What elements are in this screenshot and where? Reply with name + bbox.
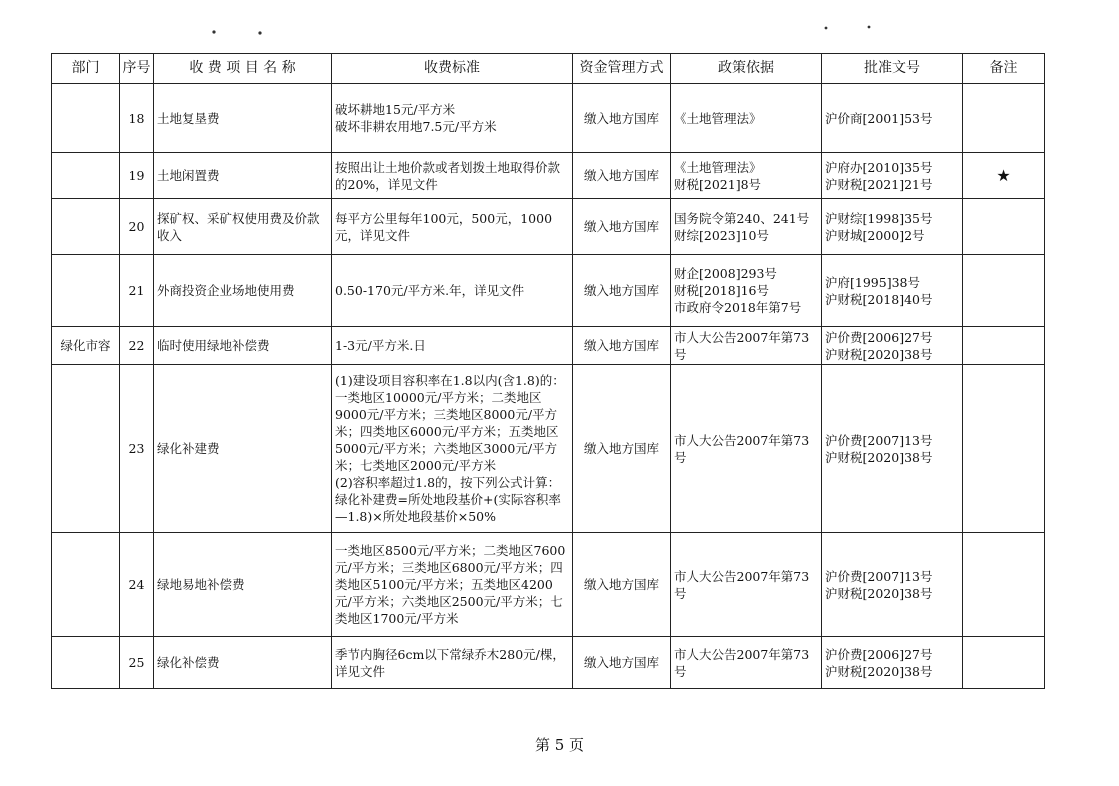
table-row <box>52 637 1045 689</box>
row-approval-document: 沪价费[2007]13号 沪财税[2020]38号 <box>822 365 963 533</box>
row-fee-standard: 1-3元/平方米.日 <box>332 327 573 365</box>
header-remarks: 备注 <box>963 54 1045 84</box>
row-approval-document: 沪府[1995]38号 沪财税[2018]40号 <box>822 255 963 327</box>
row-fee-standard: 每平方公里每年100元，500元，1000元，详见文件 <box>332 199 573 255</box>
row-fee-name: 探矿权、采矿权使用费及价款收入 <box>154 199 332 255</box>
row-number: 25 <box>120 637 154 689</box>
header-department: 部门 <box>52 54 120 84</box>
row-fund-management: 缴入地方国库 <box>573 153 671 199</box>
row-policy-basis: 市人大公告2007年第73号 <box>671 327 822 365</box>
row-policy-basis: 财企[2008]293号 财税[2018]16号 市政府令2018年第7号 <box>671 255 822 327</box>
row-number: 24 <box>120 533 154 637</box>
row-fee-name: 绿化补偿费 <box>154 637 332 689</box>
fee-table <box>51 53 1045 689</box>
row-fee-standard: (1)建设项目容积率在1.8以内(含1.8)的：一类地区10000元/平方米；二类地区9000元/平方米；三类地区8000元/平方米；四类地区6000元/平方米；五类地区5000元/平方米；六类地区3000元/平方米；七类地区2000元/平方米 (2)容积率超过1.8的，按下列公式计算：绿化补建费=所处地段基价+(实际容积率—1.8)×所处地段基价×50% <box>332 365 573 533</box>
table-row <box>52 533 1045 637</box>
table-row <box>52 255 1045 327</box>
header-fee-standard: 收费标准 <box>332 54 573 84</box>
row-department <box>52 637 120 689</box>
row-department: 绿化市容 <box>52 327 120 365</box>
row-department <box>52 365 120 533</box>
row-number: 18 <box>120 84 154 153</box>
row-fee-standard: 季节内胸径6cm以下常绿乔木280元/棵，详见文件 <box>332 637 573 689</box>
scan-specks <box>0 0 1119 60</box>
row-department <box>52 199 120 255</box>
row-number: 19 <box>120 153 154 199</box>
row-policy-basis: 《土地管理法》 <box>671 84 822 153</box>
fee-table-header <box>52 54 1045 84</box>
row-department <box>52 533 120 637</box>
row-fee-name: 临时使用绿地补偿费 <box>154 327 332 365</box>
row-department <box>52 153 120 199</box>
row-remarks: ★ <box>963 153 1045 199</box>
table-row <box>52 84 1045 153</box>
row-number: 21 <box>120 255 154 327</box>
row-fee-name: 绿化补建费 <box>154 365 332 533</box>
row-department <box>52 255 120 327</box>
table-row <box>52 153 1045 199</box>
header-approval-document: 批准文号 <box>822 54 963 84</box>
row-approval-document: 沪价费[2006]27号 沪财税[2020]38号 <box>822 327 963 365</box>
header-policy-basis: 政策依据 <box>671 54 822 84</box>
row-remarks <box>963 327 1045 365</box>
table-row <box>52 199 1045 255</box>
row-fee-name: 土地闲置费 <box>154 153 332 199</box>
table-row <box>52 365 1045 533</box>
row-fee-standard: 按照出让土地价款或者划拨土地取得价款的20%，详见文件 <box>332 153 573 199</box>
header-fund-management: 资金管理方式 <box>573 54 671 84</box>
row-fund-management: 缴入地方国库 <box>573 533 671 637</box>
row-fund-management: 缴入地方国库 <box>573 327 671 365</box>
row-remarks <box>963 84 1045 153</box>
row-number: 23 <box>120 365 154 533</box>
row-remarks <box>963 365 1045 533</box>
row-fund-management: 缴入地方国库 <box>573 365 671 533</box>
header-fee-item-name: 收 费 项 目 名 称 <box>154 54 332 84</box>
row-fee-standard: 破坏耕地15元/平方米 破坏非耕农用地7.5元/平方米 <box>332 84 573 153</box>
row-policy-basis: 市人大公告2007年第73号 <box>671 637 822 689</box>
row-approval-document: 沪价费[2007]13号 沪财税[2020]38号 <box>822 533 963 637</box>
row-fee-name: 土地复垦费 <box>154 84 332 153</box>
row-approval-document: 沪财综[1998]35号 沪财城[2000]2号 <box>822 199 963 255</box>
row-fee-name: 外商投资企业场地使用费 <box>154 255 332 327</box>
row-policy-basis: 国务院令第240、241号 财综[2023]10号 <box>671 199 822 255</box>
row-number: 20 <box>120 199 154 255</box>
row-remarks <box>963 533 1045 637</box>
row-approval-document: 沪价费[2006]27号 沪财税[2020]38号 <box>822 637 963 689</box>
header-serial-number: 序号 <box>120 54 154 84</box>
row-number: 22 <box>120 327 154 365</box>
table-row <box>52 327 1045 365</box>
row-fee-name: 绿地易地补偿费 <box>154 533 332 637</box>
row-department <box>52 84 120 153</box>
row-policy-basis: 《土地管理法》 财税[2021]8号 <box>671 153 822 199</box>
page-number: 第 5 页 <box>534 736 585 754</box>
row-approval-document: 沪府办[2010]35号 沪财税[2021]21号 <box>822 153 963 199</box>
row-policy-basis: 市人大公告2007年第73号 <box>671 365 822 533</box>
row-fund-management: 缴入地方国库 <box>573 255 671 327</box>
row-fee-standard: 一类地区8500元/平方米；二类地区7600元/平方米；三类地区6800元/平方米；四类地区5100元/平方米；五类地区4200元/平方米；六类地区2500元/平方米；七类地区1700元/平方米 <box>332 533 573 637</box>
row-fund-management: 缴入地方国库 <box>573 199 671 255</box>
row-fee-standard: 0.50-170元/平方米.年，详见文件 <box>332 255 573 327</box>
row-remarks <box>963 199 1045 255</box>
row-fund-management: 缴入地方国库 <box>573 637 671 689</box>
row-remarks <box>963 255 1045 327</box>
row-approval-document: 沪价商[2001]53号 <box>822 84 963 153</box>
row-remarks <box>963 637 1045 689</box>
row-fund-management: 缴入地方国库 <box>573 84 671 153</box>
row-policy-basis: 市人大公告2007年第73号 <box>671 533 822 637</box>
